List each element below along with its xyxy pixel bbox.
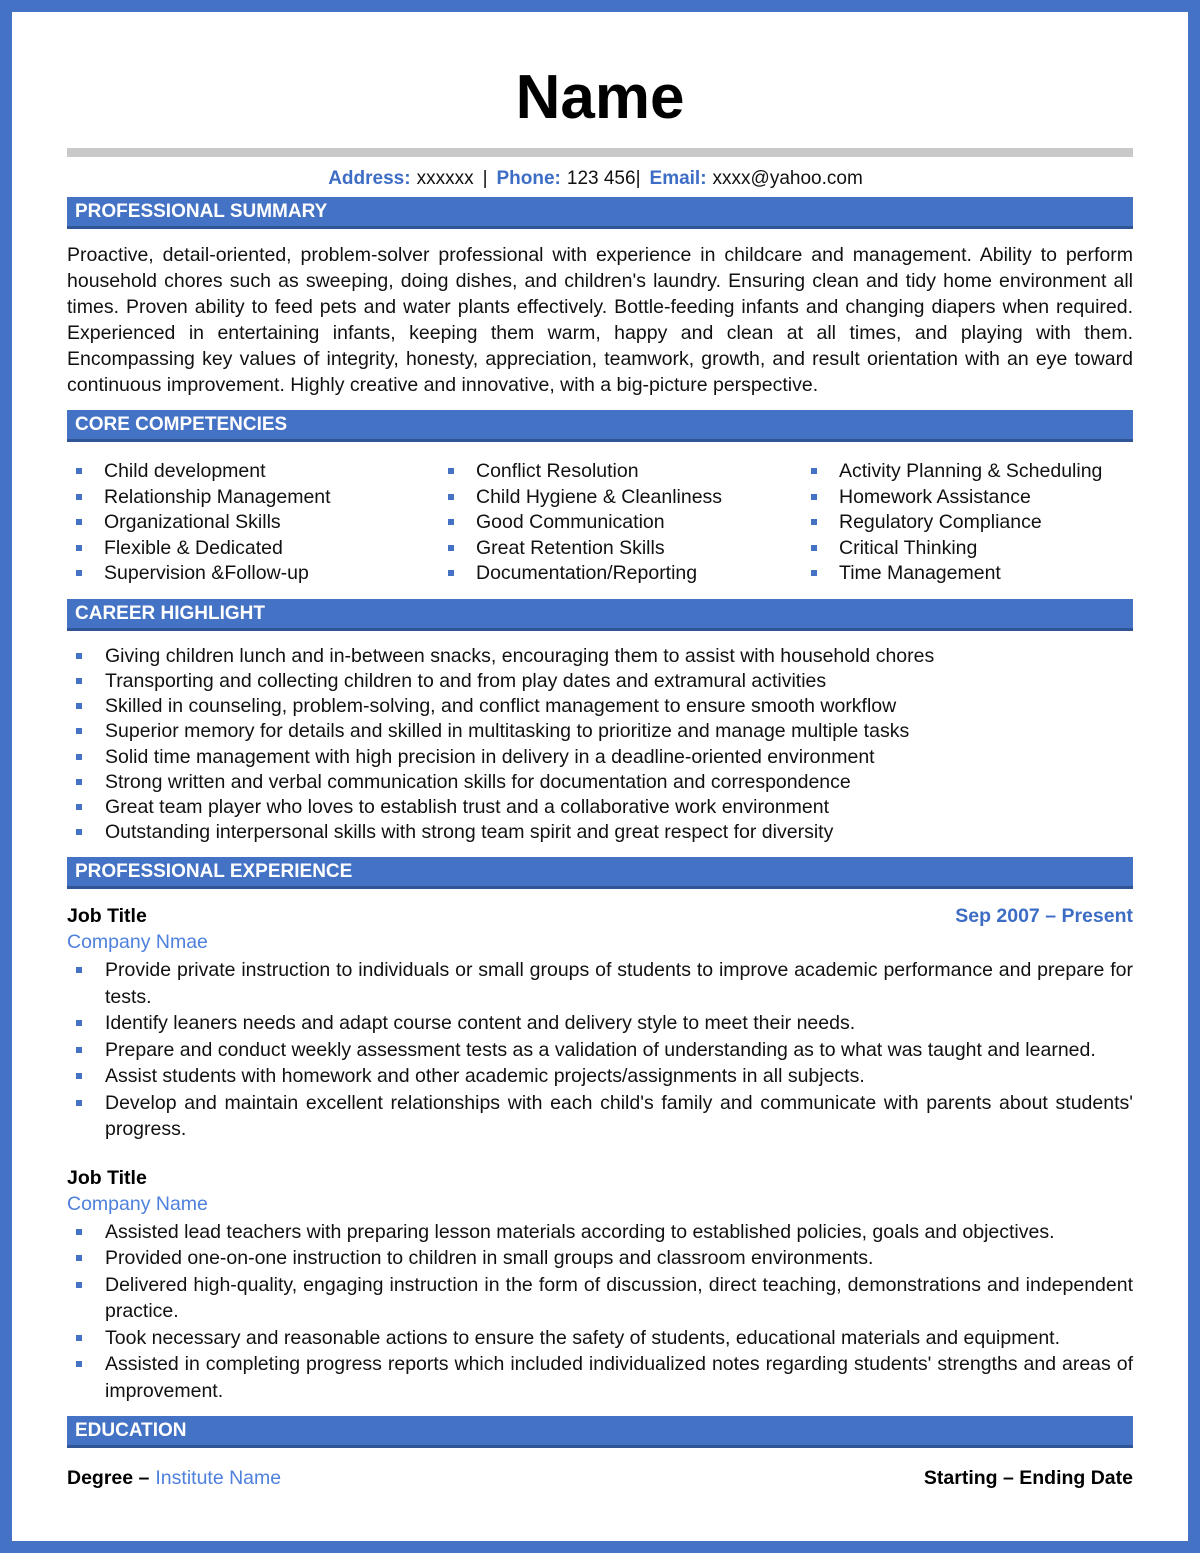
competency-item: Good Communication [439, 510, 802, 536]
highlight-item: Transporting and collecting children to and from play dates and extramural activities [67, 669, 1133, 694]
job-title: Job Title [67, 905, 147, 928]
competency-item: Activity Planning & Scheduling [802, 459, 1133, 485]
job-entry-1 [67, 903, 1133, 1143]
job-bullets-list [67, 1219, 1133, 1405]
job-bullet: Provide private instruction to individuals or small groups of students to improve academic performance and prepare for tests. [67, 957, 1133, 1010]
job-bullet: Took necessary and reasonable actions to ensure the safety of students, educational materials and equipment. [67, 1325, 1133, 1352]
page-content [12, 64, 1188, 1491]
highlight-item: Great team player who loves to establish trust and a collaborative work environment [67, 795, 1133, 820]
education-entry [67, 1465, 1133, 1491]
degree-label: Degree – [67, 1467, 150, 1490]
competencies-column-2 [439, 459, 802, 587]
job-company: Company Name [67, 1192, 208, 1215]
job-bullet: Assisted lead teachers with preparing lesson materials according to established policies, goals and objectives. [67, 1219, 1133, 1246]
section-header-professional-summary: PROFESSIONAL SUMMARY [67, 197, 1133, 229]
competency-item: Homework Assistance [802, 485, 1133, 511]
job-bullet: Delivered high-quality, engaging instruction in the form of discussion, direct teaching, demonstrations and independent practice. [67, 1272, 1133, 1325]
career-highlights-list [67, 644, 1133, 846]
highlight-item: Superior memory for details and skilled in multitasking to prioritize and manage multiple tasks [67, 719, 1133, 744]
job-bullet: Provided one-on-one instruction to children in small groups and classroom environments. [67, 1245, 1133, 1272]
competencies-column-1 [67, 459, 439, 587]
email-value: xxxx@yahoo.com [712, 168, 863, 190]
section-header-career-highlight: CAREER HIGHLIGHT [67, 599, 1133, 631]
job-dates: Sep 2007 – Present [955, 905, 1133, 928]
highlight-item: Giving children lunch and in-between snacks, encouraging them to assist with household chores [67, 644, 1133, 669]
highlight-item: Skilled in counseling, problem-solving, and conflict management to ensure smooth workflow [67, 694, 1133, 719]
contact-separator: | [482, 168, 488, 190]
competency-item: Child Hygiene & Cleanliness [439, 485, 802, 511]
email-label: Email: [649, 168, 707, 190]
job-bullet: Develop and maintain excellent relationships with each child's family and communicate with parents about students' progress. [67, 1090, 1133, 1143]
job-header [67, 903, 1133, 929]
competency-item: Supervision &Follow-up [67, 561, 439, 587]
competency-item: Time Management [802, 561, 1133, 587]
section-header-education: EDUCATION [67, 1416, 1133, 1448]
phone-value: 123 456| [566, 168, 641, 190]
address-label: Address: [328, 168, 411, 190]
job-bullet: Identify leaners needs and adapt course content and delivery style to meet their needs. [67, 1010, 1133, 1037]
competency-item: Conflict Resolution [439, 459, 802, 485]
highlight-item: Solid time management with high precision in delivery in a deadline-oriented environment [67, 745, 1133, 770]
competency-item: Great Retention Skills [439, 536, 802, 562]
job-bullets-list [67, 957, 1133, 1143]
highlight-item: Strong written and verbal communication skills for documentation and correspondence [67, 770, 1133, 795]
competency-item: Regulatory Compliance [802, 510, 1133, 536]
candidate-name: Name [515, 63, 685, 132]
job-bullet: Assisted in completing progress reports which included individualized notes regarding students' strengths and areas of improvement. [67, 1351, 1133, 1404]
competency-item: Relationship Management [67, 485, 439, 511]
job-header [67, 1165, 1133, 1191]
competency-item: Organizational Skills [67, 510, 439, 536]
education-degree-line [67, 1465, 281, 1491]
education-dates: Starting – Ending Date [923, 1467, 1133, 1490]
competencies-column-3 [802, 459, 1133, 587]
competency-item: Critical Thinking [802, 536, 1133, 562]
professional-summary-text: Proactive, detail-oriented, problem-solver professional with experience in childcare and management. Ability to perform household chores such as sweeping, doing dishes, and children's laundry. Ensuring clean and tidy home environment all times. Proven ability to feed pets and water plants effectively. Bottle-feeding infants and changing diapers when required. Experienced in entertaining infants, keeping them warm, happy and clean at all times, and playing with them. Encompassing key values of integrity, honesty, appreciation, teamwork, growth, and result orientation with an eye toward continuous improvement. Highly creative and innovative, with a big-picture perspective. [67, 244, 1133, 397]
competency-item: Documentation/Reporting [439, 561, 802, 587]
highlight-item: Outstanding interpersonal skills with strong team spirit and great respect for diversity [67, 820, 1133, 845]
address-value: xxxxxx [416, 168, 474, 190]
job-company: Company Nmae [67, 931, 208, 954]
job-title: Job Title [67, 1166, 147, 1189]
section-header-professional-experience: PROFESSIONAL EXPERIENCE [67, 857, 1133, 889]
section-header-core-competencies: CORE COMPETENCIES [67, 410, 1133, 442]
contact-line [67, 166, 1133, 192]
phone-label: Phone: [496, 168, 561, 190]
institute-name: Institute Name [155, 1467, 282, 1490]
job-bullet: Prepare and conduct weekly assessment tests as a validation of understanding as to what was taught and learned. [67, 1037, 1133, 1064]
job-entry-2 [67, 1165, 1133, 1405]
job-bullet: Assist students with homework and other academic projects/assignments in all subjects. [67, 1063, 1133, 1090]
competency-item: Flexible & Dedicated [67, 536, 439, 562]
competencies-grid [67, 459, 1133, 587]
header-divider [67, 148, 1133, 157]
competency-item: Child development [67, 459, 439, 485]
